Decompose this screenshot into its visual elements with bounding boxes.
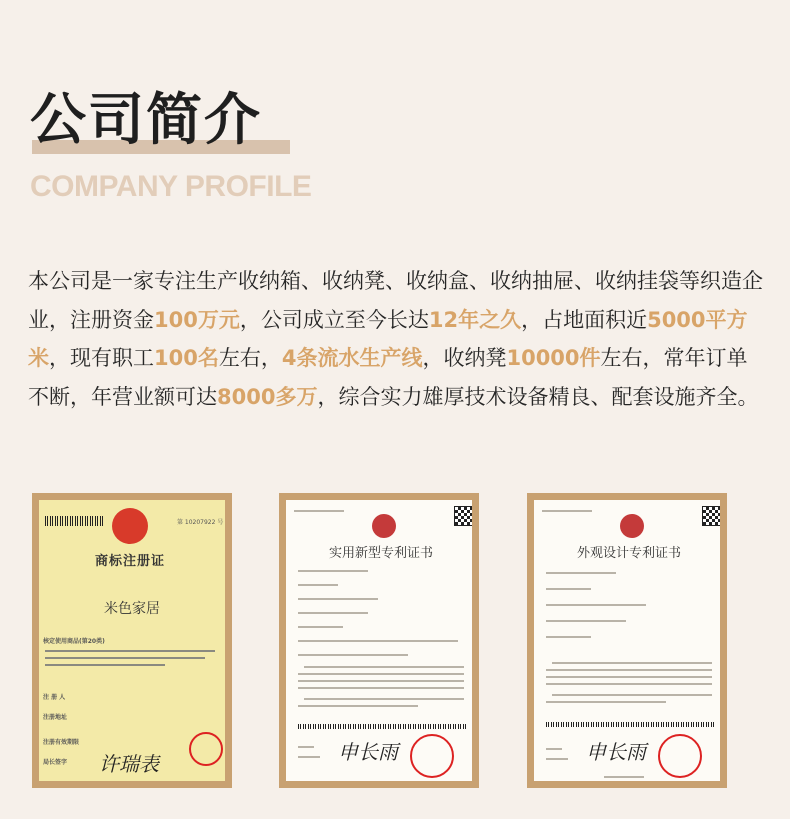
text-line [546,683,712,685]
text-line [546,588,591,590]
title-block [30,86,300,166]
text-line [298,612,368,614]
intro-highlight-text: 5000平方米 [28,307,748,370]
text-line [304,698,464,700]
text-line [298,598,378,600]
trademark-certificate [32,493,232,788]
text-line [45,664,165,666]
official-seal-icon [410,734,454,778]
intro-highlight-text: 100名 [154,346,219,370]
qr-code-icon [454,506,472,526]
intro-text: ，收纳凳 [422,346,507,370]
intro-highlight-text: 4条流水生产线 [281,346,423,370]
utility-patent-certificate [279,493,479,788]
text-line [546,572,616,574]
director-signature: 许瑞表 [99,752,159,776]
director-signature: 申长雨 [338,740,398,764]
text-line [546,669,712,671]
cert-row-label: 注 册 人 [43,694,66,701]
official-seal-icon [189,732,223,766]
text-line [546,604,646,606]
intro-text: ，占地面积近 [521,307,648,332]
text-line [298,570,368,572]
national-emblem-icon [112,508,148,544]
text-line [546,748,562,750]
director-signature: 申长雨 [586,740,646,764]
company-intro-paragraph [28,262,763,416]
barcode-strip-icon [298,724,468,729]
certificate-paper [39,500,225,781]
text-line [294,510,344,512]
certificate-paper [534,500,720,781]
cert-row-label: 注册有效期限 [43,739,80,746]
text-line [298,705,418,707]
certificate-title: 商标注册证 [95,554,166,569]
text-line [546,676,712,678]
barcode-strip-icon [546,722,716,727]
intro-text: 本公司是一家专注生产收纳箱、收纳凳、收纳盒、收纳抽屉、收纳挂袋等织造企业，注册资金 [28,269,763,332]
qr-code-icon [702,506,720,526]
certificate-number: 第 10207922 号 [177,519,224,526]
text-line [298,680,464,682]
text-line [298,626,343,628]
text-line [546,701,666,703]
intro-highlight-text: 10000件 [506,346,601,370]
text-line [298,687,464,689]
text-line [546,758,568,760]
text-line [298,746,314,748]
intro-text: ，综合实力雄厚技术设备精良、配套设施齐全。 [317,384,759,409]
patent-office-logo-icon [620,514,644,538]
intro-text: 左右， [218,346,282,370]
certificate-title: 实用新型专利证书 [329,546,434,561]
cert-row-label: 局长签字 [43,759,68,766]
page-subtitle: COMPANY PROFILE [30,170,312,203]
text-line [45,657,205,659]
text-line [604,776,644,778]
design-patent-certificate [527,493,727,788]
text-line [304,666,464,668]
intro-text: ，公司成立至今长达 [239,307,429,332]
patent-office-logo-icon [372,514,396,538]
text-line [298,756,320,758]
certificate-title: 外观设计专利证书 [577,546,682,561]
intro-highlight-text: 8000多万 [217,384,318,409]
official-seal-icon [658,734,702,778]
intro-highlight-text: 12年之久 [428,307,522,332]
brand-name: 米色家居 [104,601,160,617]
cert-row-label: 核定使用商品(第20类) [43,638,105,645]
page-title: 公司简介 [30,88,262,153]
text-line [298,640,458,642]
barcode-icon [45,516,103,526]
text-line [552,662,712,664]
text-line [45,650,215,652]
text-line [298,584,338,586]
intro-text: 左右，常年订单不断，年营业额可达 [28,346,748,409]
intro-highlight-text: 100万元 [154,307,240,332]
intro-text: ，现有职工 [49,346,154,370]
text-line [546,620,626,622]
text-line [298,673,464,675]
text-line [298,654,408,656]
cert-row-label: 注册地址 [43,714,68,721]
certificate-paper [286,500,472,781]
text-line [546,636,591,638]
text-line [552,694,712,696]
text-line [542,510,592,512]
